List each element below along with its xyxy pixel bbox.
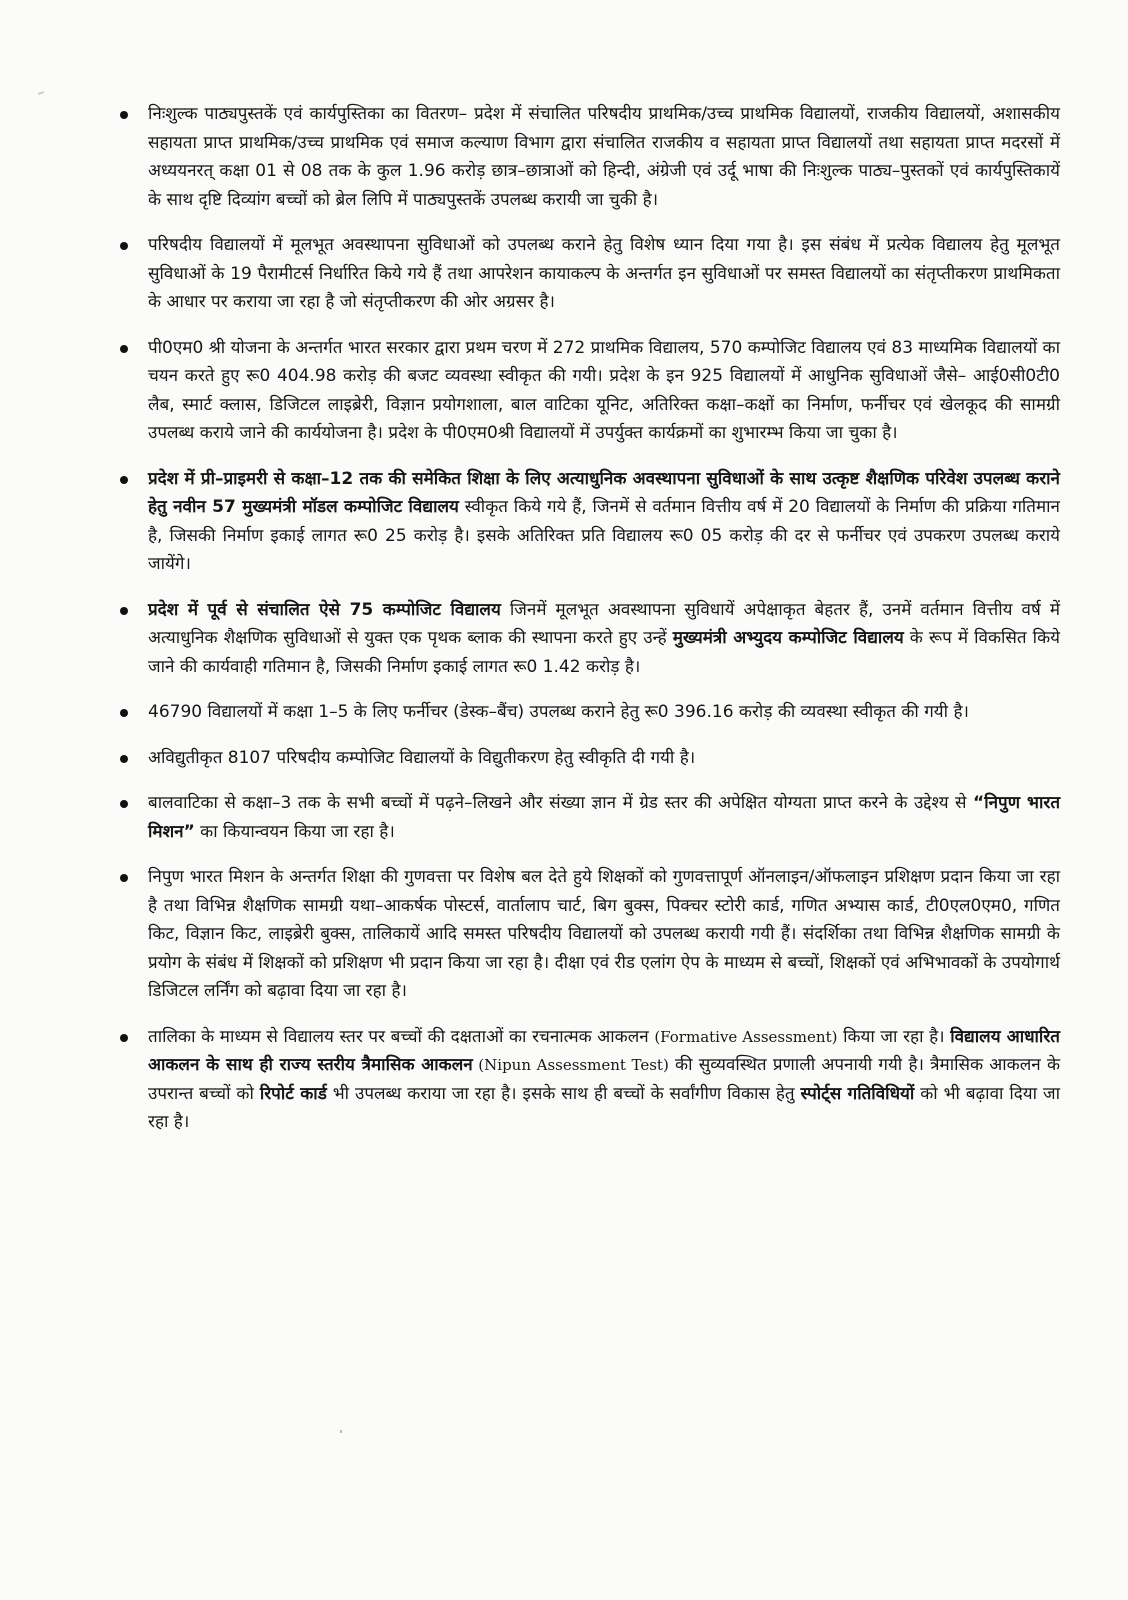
list-item [120,744,1060,773]
bullet-list [120,100,1060,1137]
bullet-icon [120,800,128,808]
item-bold-text: मुख्यमंत्री अभ्युदय कम्पोजिट विद्यालय [672,628,904,648]
item-text: निपुण भारत मिशन के अन्तर्गत शिक्षा की गुणवत्ता पर विशेष बल देते हुये शिक्षकों को गुणवत्तापूर्ण ऑनलाइन/ऑफलाइन प्रशिक्षण प्रदान किया जा रहा है तथा विभिन्न शैक्षणिक सामग्री यथा–आकर्षक पोस्टर्स, वार्तालाप चार्ट, बिग बुक्स, पिक्चर स्टोरी कार्ड, गणित अभ्यास कार्ड, टी0एल0एम0, गणित किट, विज्ञान किट, लाइब्रेरी बुक्स, तालिकायें आदि समस्त परिषदीय विद्यालयों को उपलब्ध करायी गयी हैं। संदर्शिका तथा विभिन्न शैक्षणिक सामग्री के प्रयोग के संबंध में शिक्षकों को प्रशिक्षण भी प्रदान किया जा रहा है। दीक्षा एवं रीड एलांग ऐप के माध्यम से बच्चों, शिक्षकों एवं अभिभावकों के उपयोगार्थ डिजिटल लर्निंग को बढ़ावा दिया जा रहा है। [148,867,1060,1001]
scan-speck [38,91,44,95]
bullet-icon [120,345,128,353]
item-text: 46790 विद्यालयों में कक्षा 1–5 के लिए फर्नीचर (डेस्क–बैंच) उपलब्ध कराने हेतु रू0 396.16 करोड़ की व्यवस्था स्वीकृत की गयी है। [148,702,969,722]
item-text: की सुव्यवस्थित प्रणाली अपनायी गयी है। त्रैमासिक आकलन के उपरान्त बच्चों को [148,1055,1060,1104]
item-text: तालिका के माध्यम से विद्यालय स्तर पर बच्चों की दक्षताओं का रचनात्मक आकलन [148,1026,655,1047]
list-item [120,1023,1060,1137]
item-text: भी उपलब्ध कराया जा रहा है। इसके साथ ही बच्चों के सर्वांगीण विकास हेतु [326,1083,801,1104]
item-bold-text: “निपुण भारत मिशन” [148,793,1061,842]
item-text: निःशुल्क पाठ्यपुस्तकें एवं कार्यपुस्तिका का वितरण– प्रदेश में संचालित परिषदीय प्राथमिक/उच्च प्राथमिक विद्यालयों, राजकीय विद्यालयों, अशासकीय सहायता प्राप्त प्राथमिक/उच्च प्राथमिक एवं समाज कल्याण विभाग द्वारा संचालित राजकीय व सहायता प्राप्त विद्यालयों तथा सहायता प्राप्त मदरसों में अध्ययनरत् कक्षा 01 से 08 तक के कुल 1.96 करोड़ छात्र–छात्राओं को हिन्दी, अंग्रेजी एवं उर्दू भाषा की निःशुल्क पाठ्य–पुस्तकों एवं कार्यपुस्तिकायें के साथ दृष्टि दिव्यांग बच्चों को ब्रेल लिपि में पाठ्यपुस्तकें उपलब्ध करायी जा चुकी है। [148,104,1060,210]
item-text: पी0एम0 श्री योजना के अन्तर्गत भारत सरकार द्वारा प्रथम चरण में 272 प्राथमिक विद्यालय, 570 कम्पोजिट विद्यालय एवं 83 माध्यमिक विद्यालयों का चयन करते हुए रू0 404.98 करोड़ की बजट व्यवस्था स्वीकृत की गयी। प्रदेश के इन 925 विद्यालयों में आधुनिक सुविधाओं जैसे– आई0सी0टी0 लैब, स्मार्ट क्लास, डिजिटल लाइब्रेरी, विज्ञान प्रयोगशाला, बाल वाटिका यूनिट, अतिरिक्त कक्षा–कक्षों का निर्माण, फर्नीचर एवं खेलकूद की सामग्री उपलब्ध कराये जाने की कार्ययोजना है। प्रदेश के पी0एम0श्री विद्यालयों में उपर्युक्त कार्यक्रमों का शुभारम्भ किया जा चुका है। [148,337,1060,443]
item-text: अविद्युतीकृत 8107 परिषदीय कम्पोजिट विद्यालयों के विद्युतीकरण हेतु स्वीकृति दी गयी है। [148,747,696,768]
bullet-icon [120,476,128,484]
list-item [120,698,1060,727]
bullet-icon [120,709,128,717]
list-item [120,100,1060,214]
item-latin-text: (Formative Assessment) [654,1027,838,1046]
item-bold-text: स्पोर्ट्स गतिविधियों [800,1083,915,1104]
bullet-icon [120,755,128,763]
list-item [120,334,1060,448]
item-bold-text: प्रदेश में प्री–प्राइमरी से कक्षा–12 तक की समेकित शिक्षा के लिए अत्याधुनिक अवस्थापना सुविधाओं के साथ उत्कृष्ट शैक्षणिक परिवेश उपलब्ध कराने हेतु नवीन 57 मुख्यमंत्री मॉडल कम्पोजिट विद्यालय [148,468,1060,517]
item-bold-text: प्रदेश में पूर्व से संचालित ऐसे 75 कम्पोजिट विद्यालय [148,599,501,620]
item-text: परिषदीय विद्यालयों में मूलभूत अवस्थापना सुविधाओं को उपलब्ध कराने हेतु विशेष ध्यान दिया गया है। इस संबंध में प्रत्येक विद्यालय हेतु मूलभूत सुविधाओं के 19 पैरामीटर्स निर्धारित किये गये हैं तथा आपरेशन कायाकल्प के अन्तर्गत इन सुविधाओं पर समस्त विद्यालयों का संतृप्तीकरण प्राथमिकता के आधार पर कराया जा रहा है जो संतृप्तीकरण की ओर अग्रसर है। [148,235,1060,312]
item-text: के रूप में विकसित किये जाने की कार्यवाही गतिमान है, जिसकी निर्माण इकाई लागत रू0 1.42 करोड़ है। [148,628,1060,677]
item-text: स्वीकृत किये गये हैं, जिनमें से वर्तमान वित्तीय वर्ष में 20 विद्यालयों के निर्माण की प्रक्रिया गतिमान है, जिसकी निर्माण इकाई लागत रू0 25 करोड़ है। इसके अतिरिक्त प्रति विद्यालय रू0 05 करोड़ की दर से फर्नीचर एवं उपकरण उपलब्ध कराये जायेंगे। [148,497,1060,574]
bullet-icon [120,607,128,615]
item-text: को भी बढ़ावा दिया जा रहा है। [148,1083,1060,1132]
list-item [120,465,1060,579]
item-text: बालवाटिका से कक्षा–3 तक के सभी बच्चों में पढ़ने–लिखने और संख्या ज्ञान में ग्रेड स्तर की अपेक्षित योग्यता प्राप्त करने के उद्देश्य से [148,793,974,813]
bullet-icon [120,242,128,250]
list-item [120,231,1060,317]
item-text: का कियान्वयन किया जा रहा है। [194,821,395,842]
bullet-icon [120,874,128,882]
bullet-icon [120,1034,128,1042]
item-text: जिनमें मूलभूत अवस्थापना सुविधायें अपेक्षाकृत बेहतर हैं, उनमें वर्तमान वित्तीय वर्ष में अत्याधुनिक शैक्षणिक सुविधाओं से युक्त एक पृथक ब्लाक की स्थापना करते हुए उन्हें [148,599,1060,648]
scan-speck [340,1430,342,1433]
list-item [120,863,1060,1006]
item-bold-text: विद्यालय आधारित आकलन के साथ ही राज्य स्तरीय त्रैमासिक आकलन [148,1026,1060,1075]
item-text: किया जा रहा है। [837,1026,951,1047]
list-item [120,596,1060,682]
list-item [120,789,1060,846]
bullet-icon [120,111,128,119]
item-bold-text: रिपोर्ट कार्ड [259,1083,327,1104]
item-latin-text: (Nipun Assessment Test) [472,1056,669,1074]
